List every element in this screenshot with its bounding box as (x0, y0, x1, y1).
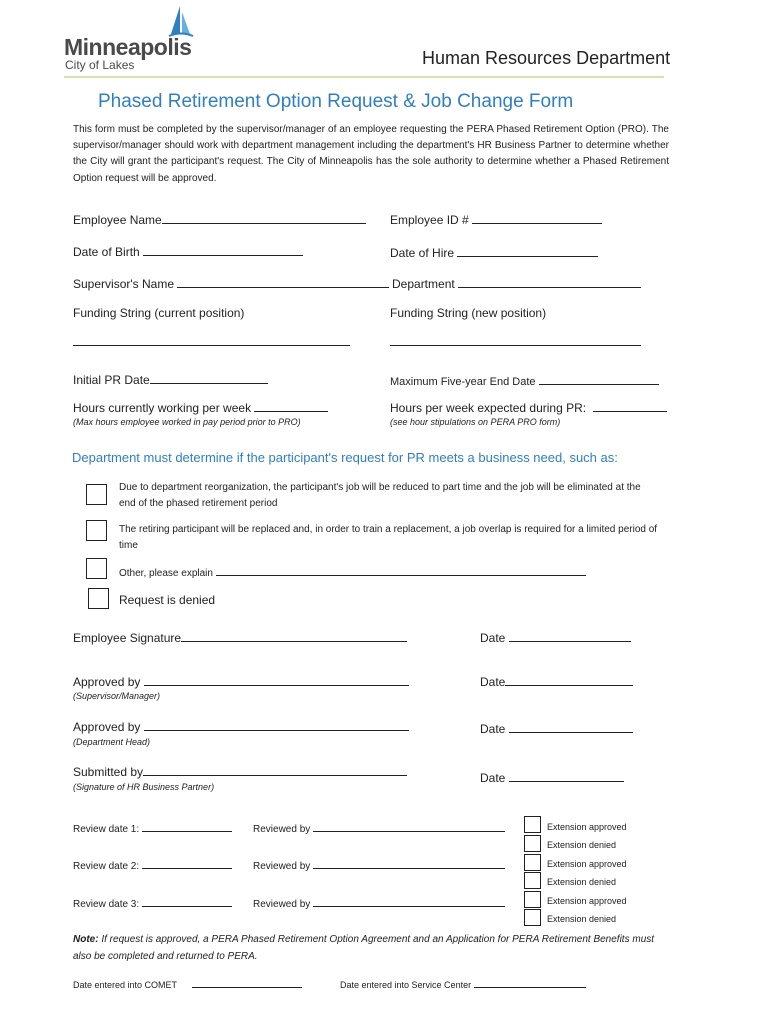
review-3-date-line[interactable] (142, 896, 232, 907)
hours-current-line[interactable] (254, 399, 328, 412)
hours-current-label: Hours currently working per week (73, 401, 252, 415)
review-1-date-line[interactable] (142, 821, 232, 832)
hours-expected-note: (see hour stipulations on PERA PRO form) (390, 417, 561, 427)
dob-label: Date of Birth (73, 245, 140, 259)
service-center-line[interactable] (474, 978, 586, 988)
employee-id-line[interactable] (472, 211, 602, 224)
review-2-reviewer-field[interactable] (253, 858, 505, 872)
supervisor-note: (Supervisor/Manager) (73, 691, 161, 701)
hr-date-field[interactable] (480, 769, 624, 785)
review-3-denied-checkbox[interactable] (524, 909, 541, 926)
supervisor-date-label: Date (480, 675, 506, 689)
review-1-approved-label: Extension approved (547, 822, 627, 832)
hours-expected-field[interactable] (390, 399, 667, 415)
funding-current-line[interactable] (73, 345, 350, 346)
review-2-reviewed-by-label: Reviewed by (253, 861, 311, 872)
review-3-label: Review date 3: (73, 899, 140, 910)
option-other-checkbox[interactable] (86, 558, 107, 579)
review-1-label: Review date 1: (73, 824, 140, 835)
hours-current-note: (Max hours employee worked in pay period prior to PRO) (73, 417, 301, 427)
max-end-label: Maximum Five-year End Date (390, 376, 536, 388)
hr-note: (Signature of HR Business Partner) (73, 782, 215, 792)
supervisor-name-label: Supervisor's Name (73, 277, 174, 291)
supervisor-date-line[interactable] (505, 673, 633, 686)
supervisor-name-field[interactable] (73, 275, 389, 291)
review-3-approved-label: Extension approved (547, 896, 627, 906)
initial-pr-field[interactable] (73, 371, 268, 387)
approved-dept-head-field[interactable] (73, 718, 409, 734)
hire-date-field[interactable] (390, 244, 598, 260)
review-1-reviewer-field[interactable] (253, 821, 505, 835)
note-text: If request is approved, a PERA Phased Retirement Option Agreement and an Application for PERA Retirement Benefits must also be completed and returned to PERA. (73, 934, 655, 962)
approved-supervisor-line[interactable] (144, 673, 409, 686)
dob-line[interactable] (143, 243, 303, 256)
intro-paragraph: This form must be completed by the supervisor/manager of an employee requesting the PERA Phased Retirement Option (PRO). The supervisor/manager should work with department management including the department's HR Business Partner to determine whether the City will grant the participant's request. The City of Minneapolis has the sole authority to determine whether a Phased Retirement Option request will be approved. (73, 124, 669, 184)
submitted-by-field[interactable] (73, 763, 407, 779)
note-label: Note: (73, 934, 99, 945)
review-2-denied-label: Extension denied (547, 877, 617, 887)
review-1-denied-label: Extension denied (547, 840, 617, 850)
comet-line[interactable] (192, 978, 302, 988)
employee-id-label: Employee ID # (390, 213, 469, 227)
approved-supervisor-label: Approved by (73, 675, 141, 689)
review-3-approved-checkbox[interactable] (524, 891, 541, 908)
approved-dept-head-label: Approved by (73, 720, 141, 734)
page-title: Phased Retirement Option Request & Job Change Form (98, 91, 574, 112)
review-2-label: Review date 2: (73, 861, 140, 872)
header-rule (64, 76, 664, 78)
hr-date-label: Date (480, 771, 506, 785)
hire-date-label: Date of Hire (390, 246, 455, 260)
logo-city-name: Minneapolis (64, 34, 192, 60)
comet-label: Date entered into COMET (73, 980, 177, 990)
employee-date-line[interactable] (509, 629, 631, 642)
review-2-date-field[interactable] (73, 858, 232, 872)
employee-name-line[interactable] (162, 211, 366, 224)
approved-dept-head-line[interactable] (144, 718, 409, 731)
note-paragraph (73, 932, 673, 965)
service-center-label: Date entered into Service Center (340, 980, 472, 990)
funding-new-label: Funding String (new position) (390, 306, 547, 320)
employee-name-label: Employee Name (73, 213, 162, 227)
review-2-approved-label: Extension approved (547, 859, 627, 869)
option-denied-checkbox[interactable] (88, 588, 109, 609)
dept-head-note: (Department Head) (73, 737, 151, 747)
submitted-by-label: Submitted by (73, 765, 144, 779)
review-3-date-field[interactable] (73, 896, 232, 910)
review-3-reviewed-by-label: Reviewed by (253, 899, 311, 910)
employee-signature-field[interactable] (73, 629, 407, 645)
hours-expected-label: Hours per week expected during PR: (390, 401, 587, 415)
review-2-date-line[interactable] (142, 858, 232, 869)
option-other-label: Other, please explain (119, 568, 213, 579)
approved-supervisor-field[interactable] (73, 673, 409, 689)
option-overlap-label: The retiring participant will be replaced and, in order to train a replacement, a job overlap is required for a limited period of time (119, 524, 658, 551)
hire-date-line[interactable] (457, 244, 598, 257)
review-1-denied-checkbox[interactable] (524, 835, 541, 852)
employee-date-label: Date (480, 631, 506, 645)
funding-new-line[interactable] (390, 345, 641, 346)
employee-signature-label: Employee Signature (73, 631, 182, 645)
dept-head-date-label: Date (480, 722, 506, 736)
review-3-denied-label: Extension denied (547, 914, 617, 924)
employee-name-field[interactable] (73, 211, 366, 227)
department-line[interactable] (458, 275, 641, 288)
business-need-heading: Department must determine if the participant's request for PR meets a business need, such as: (72, 450, 618, 465)
dob-field[interactable] (73, 243, 303, 259)
option-denied-label: Request is denied (119, 593, 216, 607)
review-2-approved-checkbox[interactable] (524, 854, 541, 871)
review-3-reviewer-field[interactable] (253, 896, 505, 910)
review-1-date-field[interactable] (73, 821, 232, 835)
initial-pr-line[interactable] (150, 371, 268, 384)
employee-signature-line[interactable] (181, 629, 407, 642)
department-field[interactable] (392, 275, 641, 291)
max-end-line[interactable] (539, 372, 659, 385)
department-heading: Human Resources Department (422, 48, 671, 68)
hours-current-field[interactable] (73, 399, 328, 415)
dept-head-date-field[interactable] (480, 720, 633, 736)
option-overlap-checkbox[interactable] (86, 520, 107, 541)
option-other-line[interactable] (216, 565, 586, 576)
logo-tagline: City of Lakes (65, 58, 135, 72)
comet-field[interactable] (73, 978, 302, 990)
review-1-reviewed-by-label: Reviewed by (253, 824, 311, 835)
submitted-by-line[interactable] (143, 763, 407, 776)
department-label: Department (392, 277, 455, 291)
option-reorganization-label: Due to department reorganization, the participant's job will be reduced to part time and the job will be eliminated at the end of the phased retirement period (119, 482, 641, 509)
review-1-approved-checkbox[interactable] (524, 816, 541, 833)
service-center-field[interactable] (340, 978, 586, 990)
supervisor-date-field[interactable] (480, 673, 633, 689)
funding-current-label: Funding String (current position) (73, 306, 245, 320)
option-reorganization-checkbox[interactable] (86, 484, 107, 505)
option-other-field[interactable] (119, 565, 586, 579)
review-2-denied-checkbox[interactable] (524, 872, 541, 889)
review-1-reviewer-line[interactable] (313, 821, 505, 832)
initial-pr-label: Initial PR Date (73, 373, 150, 387)
employee-date-field[interactable] (480, 629, 631, 645)
review-3-reviewer-line[interactable] (313, 896, 505, 907)
supervisor-name-line[interactable] (177, 275, 389, 288)
dept-head-date-line[interactable] (509, 720, 633, 733)
max-end-field[interactable] (390, 372, 659, 388)
review-2-reviewer-line[interactable] (313, 858, 505, 869)
employee-id-field[interactable] (390, 211, 602, 227)
hours-expected-line[interactable] (593, 399, 667, 412)
hr-date-line[interactable] (509, 769, 624, 782)
